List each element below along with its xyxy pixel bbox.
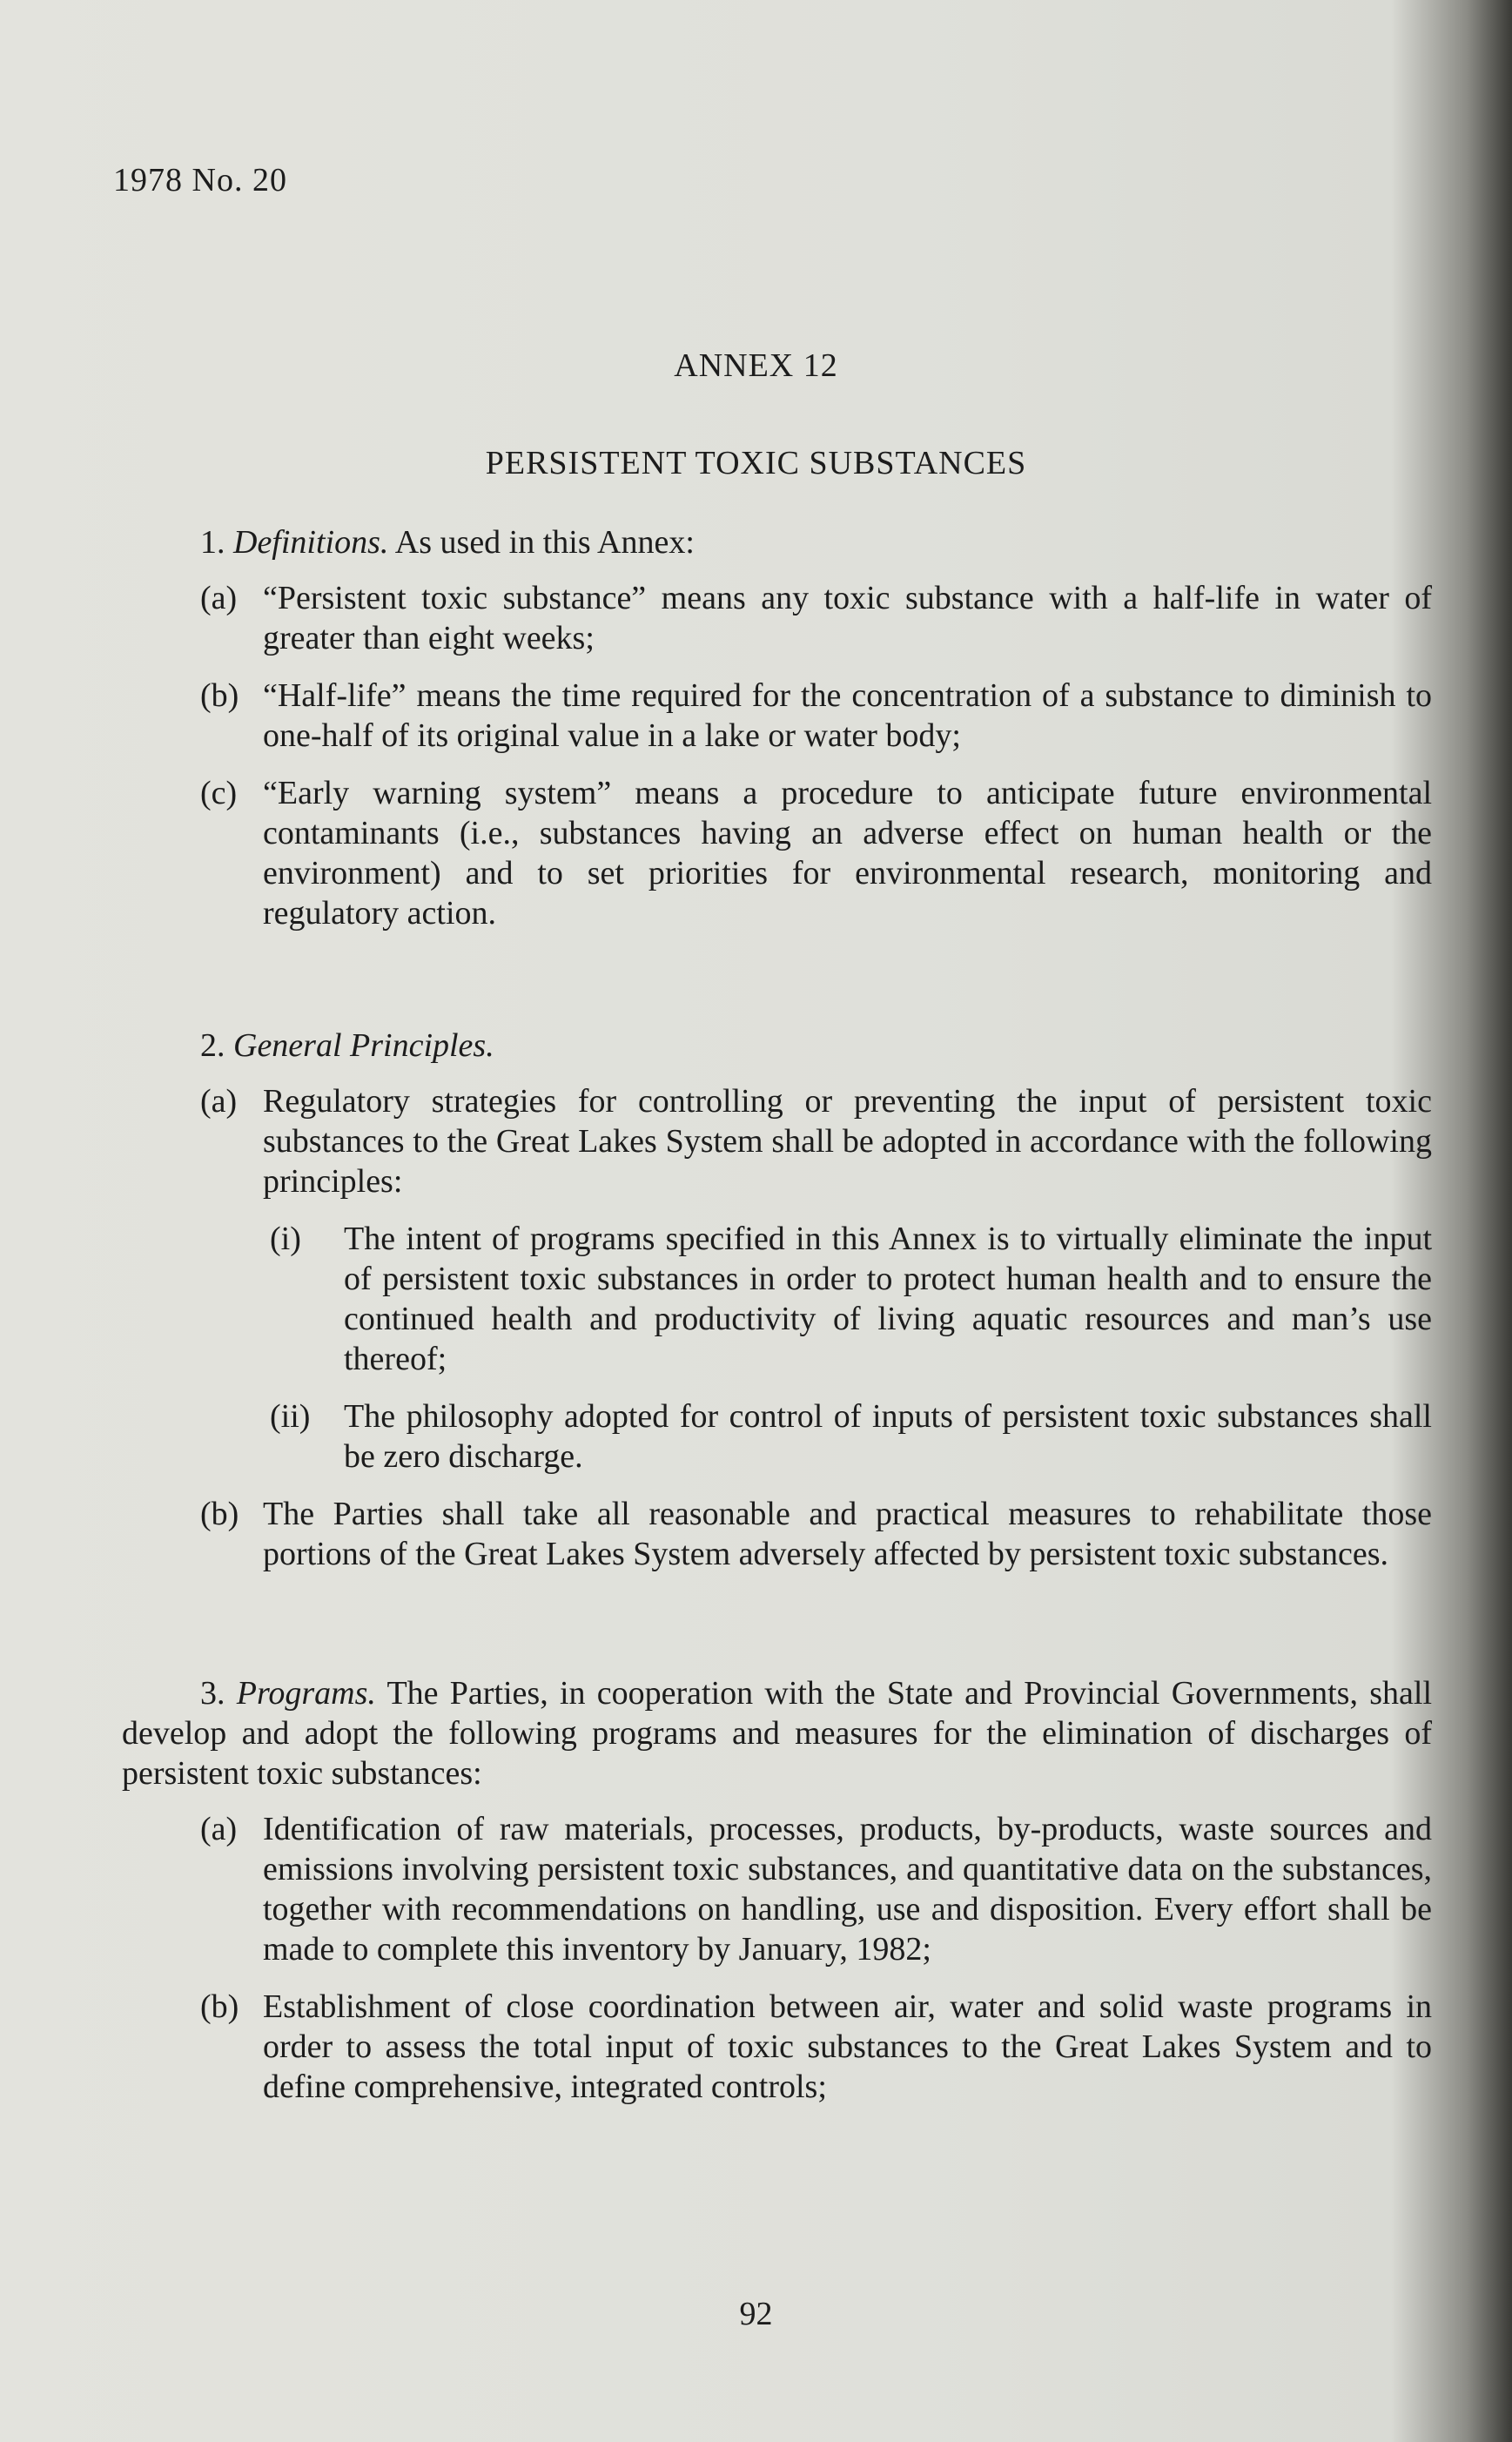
item-label: (i) (270, 1221, 301, 1257)
section-2-heading: General Principles. (233, 1027, 494, 1064)
section-2-number: 2. (200, 1027, 225, 1064)
definition-a (200, 578, 1432, 658)
annex-title: ANNEX 12 (674, 347, 838, 384)
item-text: “Half-life” means the time required for the concentration of a substance to diminish to one-half of its original value in a lake or water body; (263, 677, 1432, 754)
program-a (200, 1809, 1432, 1969)
item-label: (a) (200, 1811, 238, 1847)
item-text: Identification of raw materials, processes, products, by-products, waste sources and emissions involving persistent toxic substances, and quantitative data on the substances, together with recommendations on handling, use and disposition. Every effort shall be made to complete this inventory by January, 1982; (263, 1811, 1432, 1968)
principle-a (200, 1081, 1432, 1201)
section-2-lead (200, 1026, 1432, 1066)
section-3-number: 3. (200, 1675, 225, 1712)
document-body (122, 522, 1432, 2124)
item-label: (a) (200, 580, 238, 616)
item-label: (b) (200, 1496, 239, 1532)
principle-b (200, 1494, 1432, 1574)
item-label: (c) (200, 775, 238, 811)
section-1-lead (200, 522, 1432, 562)
item-label: (b) (200, 677, 239, 714)
item-label: (b) (200, 1988, 239, 2025)
section-1-heading: Definitions. (233, 524, 389, 561)
section-1-intro: As used in this Annex: (394, 524, 695, 561)
item-label: (a) (200, 1083, 238, 1120)
program-b (200, 1987, 1432, 2107)
item-text: The Parties shall take all reasonable and practical measures to rehabilitate those portions of the Great Lakes System adversely affected by persistent toxic substances. (263, 1496, 1432, 1572)
item-label: (ii) (270, 1398, 311, 1435)
document-header: 1978 No. 20 (113, 162, 287, 198)
item-text: “Early warning system” means a procedure to anticipate future environmental contaminants (i.e., substances having an adverse effect on human health or the environment) and to set priorities for environmental research, monitoring and regulatory action. (263, 775, 1432, 932)
principle-a-ii (270, 1396, 1432, 1477)
subject-title: PERSISTENT TOXIC SUBSTANCES (485, 445, 1027, 481)
item-text: The intent of programs specified in this Annex is to virtually eliminate the input of persistent toxic substances in order to protect human health and to ensure the continued health and productivity of living aquatic resources and man’s use thereof; (344, 1221, 1432, 1377)
section-1-number: 1. (200, 524, 225, 561)
item-text: Regulatory strategies for controlling or preventing the input of persistent toxic substances to the Great Lakes System shall be adopted in accordance with the following principles: (263, 1083, 1432, 1200)
section-3-intro: The Parties, in cooperation with the State and Provincial Governments, shall develop and adopt the following programs and measures for the elimination of discharges of persistent toxic substances: (122, 1675, 1432, 1792)
section-3-lead (122, 1673, 1432, 1793)
item-text: The philosophy adopted for control of inputs of persistent toxic substances shall be zero discharge. (344, 1398, 1432, 1475)
definition-b (200, 676, 1432, 756)
section-3-heading: Programs. (236, 1675, 376, 1712)
item-text: Establishment of close coordination between air, water and solid waste programs in order to assess the total input of toxic substances to the Great Lakes System and to define comprehensive, integrated controls; (263, 1988, 1432, 2105)
principle-a-i (270, 1219, 1432, 1379)
page-number: 92 (739, 2296, 773, 2332)
item-text: “Persistent toxic substance” means any toxic substance with a half-life in water of greater than eight weeks; (263, 580, 1432, 656)
definition-c (200, 773, 1432, 933)
